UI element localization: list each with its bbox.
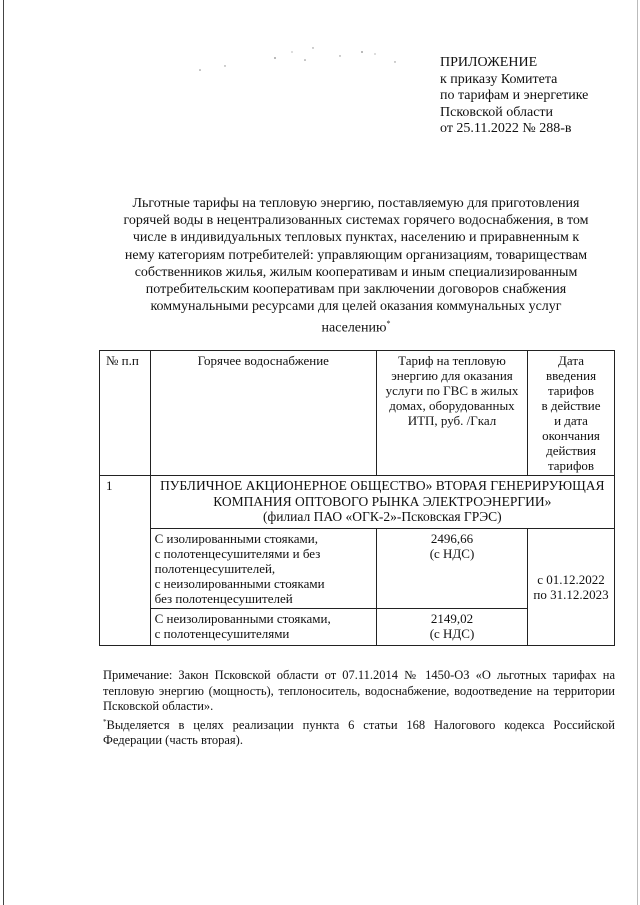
organization-row <box>100 476 615 529</box>
category-cell <box>150 609 376 646</box>
organization-line: КОМПАНИЯ ОПТОВОГО РЫНКА ЭЛЕКТРОЭНЕРГИИ» <box>213 493 552 509</box>
period-cell <box>528 529 615 646</box>
table-row <box>100 529 615 609</box>
document-title <box>96 195 616 337</box>
appendix-line: Псковской области <box>440 104 554 120</box>
header-dates-line: тарифов <box>547 458 595 473</box>
tariff-vat: (с НДС) <box>429 546 475 561</box>
organization-line: ПУБЛИЧНОЕ АКЦИОНЕРНОЕ ОБЩЕСТВО» ВТОРАЯ ГЕНЕРИРУЮЩАЯ <box>160 478 605 493</box>
appendix-line: к приказу Комитета <box>440 71 558 87</box>
header-dates-line: окончания <box>542 428 600 443</box>
title-line: горячей воды в нецентрализованных системах горячего водоснабжения, в том <box>123 213 589 229</box>
organization-line: (филиал ПАО «ОГК-2»-Псковская ГРЭС) <box>262 509 502 524</box>
header-dates-line: Дата введения <box>545 353 597 383</box>
note-paragraph: Примечание: Закон Псковской области от 07.11.2014 № 1450-ОЗ «О льготных тарифах на тепловую энергию (мощность), теплоноситель, водоснабжение, водоотведение на территории Псковской области». <box>103 668 615 713</box>
header-tariff-line: Тариф на тепловую <box>398 353 506 368</box>
header-dates-line: и дата <box>554 413 588 428</box>
header-dates-line: в действие <box>541 398 601 413</box>
row-number: 1 <box>100 476 151 646</box>
organization-name <box>150 476 614 529</box>
title-line: числе в индивидуальных тепловых пунктах, населению и приравненным к <box>132 230 580 246</box>
header-dates-line: действия <box>546 443 596 458</box>
category-line: без полотенцесушителей <box>154 591 293 606</box>
footnote-mark: * <box>103 717 107 726</box>
period-end: по 31.12.2023 <box>533 587 609 602</box>
scan-edge-left <box>3 0 4 905</box>
category-line: полотенцесушителей, <box>154 561 276 576</box>
appendix-line: по тарифам и энергетике <box>440 88 589 104</box>
notes-section <box>103 668 615 749</box>
period-start: с 01.12.2022 <box>537 572 605 587</box>
tariff-value: 2149,02 <box>430 611 474 626</box>
title-line: собственников жилья, жилым кооперативам и иным специализированным <box>134 264 578 280</box>
tariff-value-cell <box>376 529 527 609</box>
header-tariff <box>376 351 527 476</box>
header-tariff-line: домах, оборудованных <box>389 398 515 413</box>
header-service: Горячее водоснабжение <box>150 351 376 476</box>
scan-noise-marks <box>180 40 440 80</box>
tariff-vat: (с НДС) <box>429 626 475 641</box>
category-cell <box>150 529 376 609</box>
title-line: населению <box>321 321 387 337</box>
category-line: С изолированными стояками, <box>154 531 318 546</box>
title-footnote-mark: * <box>386 319 391 329</box>
appendix-header <box>440 55 630 138</box>
tariff-value-cell <box>376 609 527 646</box>
header-num: № п.п <box>100 351 151 476</box>
header-dates-line: тарифов <box>547 383 595 398</box>
title-line-last <box>96 315 616 337</box>
header-tariff-line: услуги по ГВС в жилых <box>385 383 519 398</box>
category-line: с полотенцесушителями и без <box>154 546 321 561</box>
scan-edge-right <box>637 0 638 905</box>
table-header-row <box>100 351 615 476</box>
tariff-table <box>99 350 615 646</box>
title-line: потребительским кооперативам при заключении договоров снабжения <box>145 282 567 298</box>
title-line: Льготные тарифы на тепловую энергию, поставляемую для приготовления <box>132 196 580 211</box>
category-line: с неизолированными стояками <box>154 576 325 591</box>
appendix-line: от 25.11.2022 № 288-в <box>440 121 572 137</box>
footnote-text: Выделяется в целях реализации пункта 6 статьи 168 Налогового кодекса Российской Федерации (часть вторая). <box>103 717 615 748</box>
tariff-value: 2496,66 <box>430 531 474 546</box>
header-tariff-line: ИТП, руб. /Гкал <box>407 413 497 428</box>
footnote-paragraph <box>103 715 615 749</box>
title-line: коммунальными ресурсами для целей оказания коммунальных услуг <box>150 299 562 315</box>
header-tariff-line: энергию для оказания <box>391 368 513 383</box>
category-line: с полотенцесушителями <box>154 626 290 641</box>
header-dates <box>528 351 615 476</box>
category-line: С неизолированными стояками, <box>154 611 331 626</box>
title-line: нему категориям потребителей: управляющим организациям, товариществам <box>124 247 588 263</box>
appendix-line: ПРИЛОЖЕНИЕ <box>440 55 538 70</box>
